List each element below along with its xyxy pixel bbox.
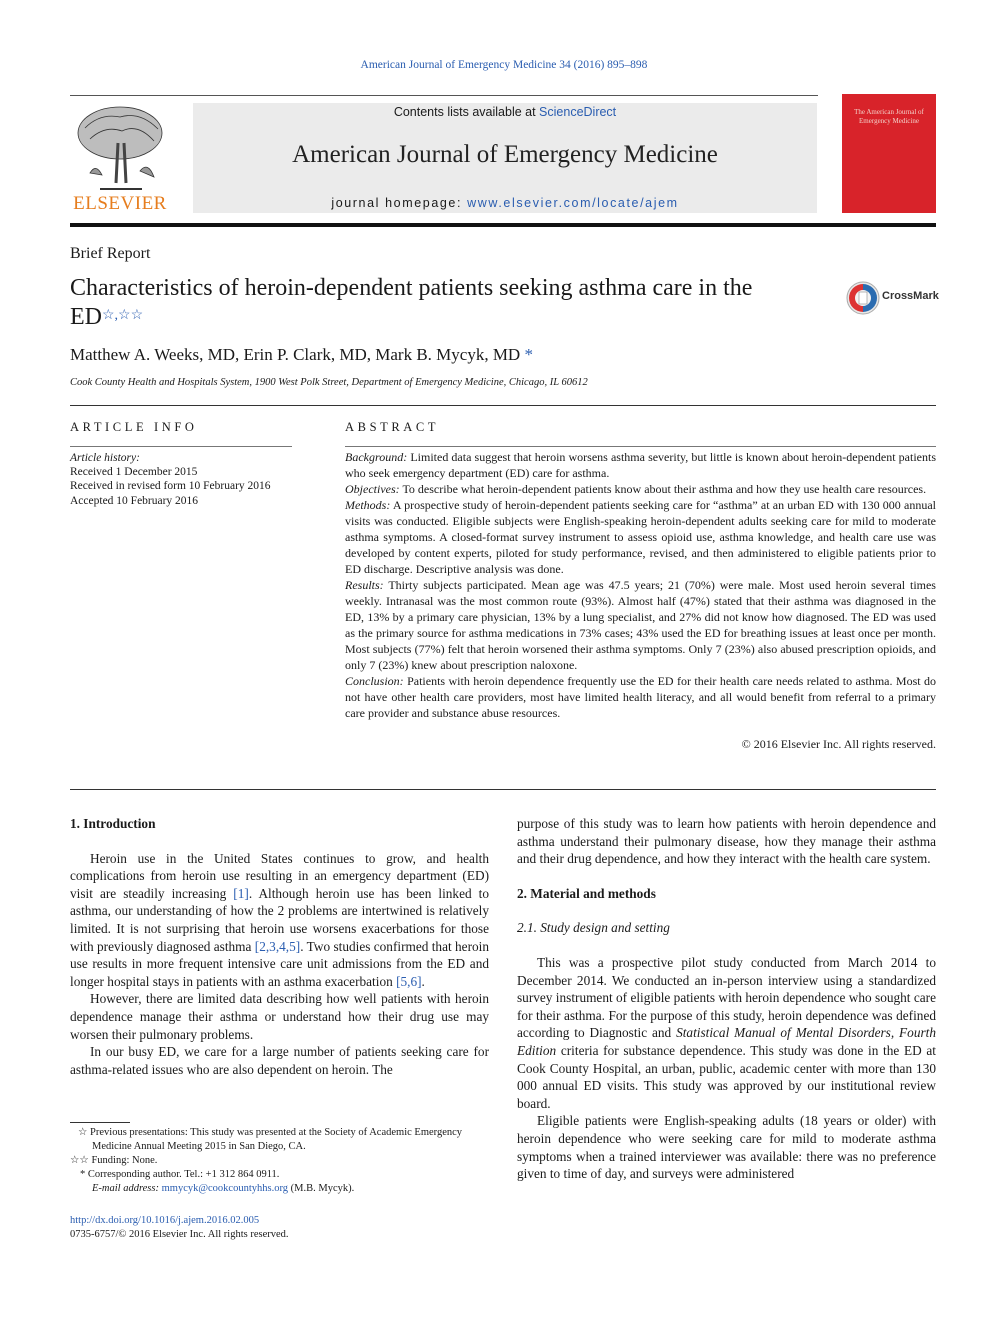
abstract-results	[345, 577, 936, 673]
author-list	[70, 345, 533, 365]
reference-link[interactable]: [1]	[233, 885, 249, 901]
abstract-rule	[345, 446, 936, 447]
homepage-link[interactable]: www.elsevier.com/locate/ajem	[467, 196, 679, 210]
header-thick-rule	[70, 223, 936, 227]
journal-citation[interactable]: American Journal of Emergency Medicine 34 (2016) 895–898	[360, 59, 648, 71]
study-design-heading: 2.1. Study design and setting	[517, 920, 670, 936]
revised-date: Received in revised form 10 February 2016	[70, 480, 271, 493]
email-label: E-mail address:	[92, 1183, 159, 1194]
history-label: Article history:	[70, 452, 140, 464]
article-title-text: Characteristics of heroin-dependent patients seeking asthma care in the ED	[70, 275, 753, 330]
abstract-background	[345, 449, 936, 481]
issn-line: 0735-6757/© 2016 Elsevier Inc. All rights reserved.	[70, 1229, 289, 1240]
footnote-1-text: Previous presentations: This study was presented at the Society of Academic Emergency Medicine Annual Meeting 2015 in San Diego, CA.	[90, 1127, 463, 1152]
article-section-type: Brief Report	[70, 245, 151, 262]
email-line	[70, 1182, 489, 1196]
homepage-prefix: journal homepage:	[331, 196, 468, 210]
email-link[interactable]: mmycyk@cookcountyhhs.org	[161, 1183, 289, 1194]
intro-heading: 1. Introduction	[70, 816, 156, 831]
intro-p1-c: . Two studies confirmed that heroin use results in more frequent intensive care unit admissions from the ED and longer hospital stays in patients with an asthma exacerbation	[70, 938, 490, 989]
footnote-2	[70, 1154, 489, 1168]
methods-p1-a: This was a prospective pilot study conducted from March 2014 to December 2014. We conducted an in-person interview using a standardized survey instrument of eligible patients with heroin dependence who sought care for their asthma. For the purpose of this study, heroin dependence was defined according to Diagnostic and	[517, 954, 936, 1041]
left-column	[70, 815, 489, 1078]
authors-text: Matthew A. Weeks, MD, Erin P. Clark, MD, Mark B. Mycyk, MD	[70, 345, 521, 364]
corresponding-author-mark[interactable]: *	[524, 345, 533, 364]
affiliation-rule	[70, 405, 936, 406]
intro-p1-a: Heroin use in the United States continues to grow, and health complications from heroin use resulting in an emergency department (ED) visit are steadily increasing	[70, 850, 489, 901]
reference-link[interactable]: [2,3,4,5]	[254, 938, 301, 954]
methods-paragraph-2: Eligible patients were English-speaking adults (18 years or older) with heroin dependence who were seeking care for mild to moderate asthma symptoms when a trained interviewer was available: there was no preference given to time of day, and surveys were administered	[517, 1113, 936, 1182]
methods-label: Methods:	[345, 498, 391, 512]
intro-paragraph-2: However, there are limited data describing how well patients with heroin dependence manage their asthma or understand how their drug use may worsen their pulmonary problems.	[70, 991, 489, 1042]
affiliation: Cook County Health and Hospitals System, 1900 West Polk Street, Department of Emergency Medicine, Chicago, IL 60612	[70, 377, 588, 388]
footnote-1-mark: ☆	[78, 1127, 88, 1138]
results-label: Results:	[345, 578, 384, 592]
methods-p1-b: criteria for substance dependence. This study was done in the ED at Cook County Hospital, an urban, public, academic center with more than 130 000 annual ED visits. This study was approved by our institutional review board.	[517, 1042, 936, 1111]
footnote-rule	[70, 1122, 130, 1123]
abstract-methods	[345, 497, 936, 577]
abstract-body	[345, 449, 936, 721]
article-history	[70, 451, 271, 508]
doi-block	[70, 1214, 289, 1242]
contents-line	[193, 105, 817, 119]
methods-paragraph-1	[517, 954, 936, 1112]
intro-paragraph-1	[70, 850, 489, 991]
objectives-text: To describe what heroin-dependent patients know about their asthma and how they use health care resources.	[402, 482, 927, 496]
cover-title: The American Journal of Emergency Medicine	[854, 108, 924, 125]
accepted-date: Accepted 10 February 2016	[70, 494, 199, 507]
received-date: Received 1 December 2015	[70, 466, 198, 479]
objectives-label: Objectives:	[345, 482, 400, 496]
doi-link[interactable]: http://dx.doi.org/10.1016/j.ajem.2016.02.005	[70, 1215, 260, 1226]
abstract-objectives	[345, 481, 936, 497]
intro-continuation: purpose of this study was to learn how patients with heroin dependence and asthma understand their pulmonary disease, how they manage their asthma and their drug dependence, and how they interact with the health care system.	[517, 816, 936, 867]
methods-p1-italic: Statistical Manual of Mental Disorders, Fourth Edition	[517, 1025, 936, 1058]
body-rule	[70, 789, 936, 790]
footnote-2-mark: ☆☆	[70, 1155, 89, 1166]
background-label: Background:	[345, 450, 408, 464]
intro-p1-d: .	[421, 973, 425, 989]
crossmark-icon[interactable]	[846, 281, 880, 315]
sciencedirect-link[interactable]: ScienceDirect	[539, 105, 617, 119]
elsevier-wordmark: ELSEVIER	[73, 193, 167, 214]
methods-text: A prospective study of heroin-dependent patients seeking care for “asthma” at an urban ED with 130 000 annual visits was conducted. Eligible subjects were English-speaking heroin-dependent adults seeking care for mild to moderate asthma symptoms. A closed-format survey instrument to assess opioid use, asthma knowledge, and health care use was developed by content experts, piloted for study performance, revised, and then administered to eligible patients prior to ED discharge. Descriptive analysis was done.	[345, 498, 937, 576]
methods-heading: 2. Material and methods	[517, 885, 656, 901]
conclusion-text: Patients with heroin dependence frequently use the ED for their health care needs related to asthma. Most do not have other health care providers, most have limited health literacy, and all would benefit from referral to a primary care provider and substance abuse resources.	[345, 674, 937, 720]
journal-title: American Journal of Emergency Medicine	[292, 141, 718, 168]
intro-paragraph-3: In our busy ED, we care for a large number of patients seeking care for asthma-related issues who are also dependent on heroin. The	[70, 1044, 489, 1077]
footnotes	[70, 1126, 489, 1196]
abstract-copyright: © 2016 Elsevier Inc. All rights reserved.	[741, 737, 936, 751]
article-info-heading: ARTICLE INFO	[70, 420, 198, 434]
conclusion-label: Conclusion:	[345, 674, 404, 688]
footnote-3	[70, 1168, 489, 1182]
right-column	[517, 815, 936, 1183]
abstract-conclusion	[345, 673, 936, 721]
contents-prefix: Contents lists available at	[393, 105, 540, 119]
footnote-1	[70, 1126, 489, 1154]
header-rule	[70, 95, 818, 96]
title-footnote-marks[interactable]: ☆,☆☆	[102, 308, 144, 323]
reference-link[interactable]: [5,6]	[396, 973, 422, 989]
email-suffix: (M.B. Mycyk).	[290, 1183, 355, 1194]
crossmark-label[interactable]: CrossMark	[882, 290, 939, 302]
abstract-heading: ABSTRACT	[345, 420, 440, 434]
article-title	[70, 274, 790, 332]
footnote-2-text: Funding: None.	[91, 1155, 158, 1166]
footnote-3-mark: *	[80, 1169, 86, 1180]
article-info-rule	[70, 446, 292, 447]
results-text: Thirty subjects participated. Mean age was 47.5 years; 21 (70%) were male. Most used heroin several times weekly. Intranasal was the most common route (93%). Almost half (47%) stated that their asthma was diagnosed in the ED, 13% by a primary care physician, 13% by a lung specialist, and 27% did not know how diagnosed. The ED was used as the primary source for asthma medications in 73% cases; 43% used the ED for breathing issues at least once per month. Most subjects (77%) felt that heroin worsened their asthma symptoms. Only 7 (23%) also abused prescription opioids, and only 7 (23%) knew about prescription naloxone.	[345, 578, 936, 672]
footnote-3-text: Corresponding author. Tel.: +1 312 864 0911.	[87, 1169, 280, 1180]
background-text: Limited data suggest that heroin worsens asthma severity, but little is known about heroin-dependent patients who seek emergency department (ED) care for asthma.	[345, 450, 937, 480]
intro-p1-b: . Although heroin use has been linked to asthma, our understanding of how the 2 problems are intertwined is relatively limited. It is not surprising that heroin use worsens exacerbations for those with previously diagnosed asthma	[70, 885, 489, 954]
journal-homepage	[193, 196, 817, 210]
